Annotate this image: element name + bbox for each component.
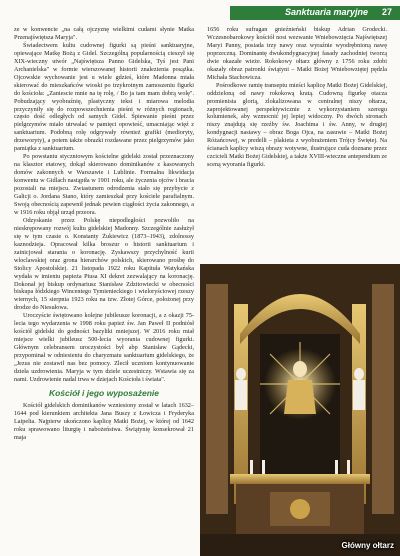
altar-photo <box>200 264 400 556</box>
section-heading: Kościół i jego wyposażenie <box>48 387 160 398</box>
photo-caption: Główny ołtarz <box>341 541 394 550</box>
paragraph: Po powstaniu styczniowym kościelne gidelski został przeznaczony na klasztor etatowy, dokąd skierowano dominikanów z kasowanych domów zakonnych w Warszawie i Lublinie. Formalna likwidacja konwentu w Gidlach nastąpiła w 1901 roku, ale życzenia ojców i bracia pozostali na miejscu. Zwiastunem odrodzenia stało się przybycie z Galicji o. Jordana Stano, który zamieszkał przy kościele parafialnym. Swoją obecnością zapewnił jednak pewien ciągłości życia zakonnego, a w 1916 roku objął urząd przeora. <box>14 153 194 216</box>
paragraph: ze w konwencie „na całą ojczyznę wielkimi cudami słynie Matka Przenajświętsza Maryja". <box>14 26 194 41</box>
paragraph: Uroczyście świętowano kolejne jubileusze koronacji, a z okazji 75-lecia tego wydarzenia w 1998 roku papież św. Jan Paweł II podniósł kościół gidelski do godności bazyliki mniejszej. W 2016 roku miał miejsce wielki jubileusz 500-lecia wyorania cudownej figurki. Głównym celebransem uroczystości był abp Stanisław Gądecki, przypominał w odniesieniu do charyzmatu sanktuarium gidelskiego, że „Jezus nie zostawił nas bez pomocy. Zlecił uczniom kontynuowanie dzieła uzdrowienia. Maryja w tym dziele uczestniczy. Wstawia się za nami. Uzdrowienie nadal trwa w dziejach Kościoła i świata". <box>14 312 194 383</box>
left-column <box>14 26 194 442</box>
right-column <box>207 26 387 169</box>
paragraph: Pośrodkowe ramię transeptu mieści kaplicę Matki Bożej Gidelskiej, oddzieloną od nawy rokokową kratą. Cudowną figurkę otacza promienista glorią, zlokalizowana w centralnej niszy ołtarza, zaprojektowanej perspektywicznie z wykorzystaniem szeregu kolumienek, aby wzmocnić jej lepiej widoczny. Po dwóch stronach niszy znajdują się rzeźby św. Joachima i św. Anny, w drugiej kondygnacji nastawy – obraz Boga Ojca, na zasuwie – Matki Bożej Różańcowej, w predelli – plakieta z wyobrażeniem Trójcy Świętej. Na ścianach kaplicy wiszą obrazy wotywne, ilustrujące cuda doznane przez czcicieli Matki Bożej Gidelskiej, a także XVIII-wieczne antependium ze sceną wyorania figurki. <box>207 81 387 169</box>
paragraph: 1656 roku sufragan gnieźnieński biskup Adrian Grodecki. Wczesnobarokowy kościół nosi wezwanie Wniebowzięcia Najświętszej Maryi Panny, posiada trzy nawy oraz wyraźnie wyodrębnioną nawę poprzeczną. Dominantę dwukondygnacyjnej fasady zachodniej tworzą dwie okazałe wieże. Rokokowy ołtarz główny z 1756 roku zdobi okazały obraz patronki świątyni – Matki Bożej Wniebowziętej pędzla Michała Stachowicza. <box>207 26 387 81</box>
section-title: Sanktuaria maryjne <box>284 7 368 17</box>
page-header <box>0 6 400 20</box>
paragraph: Kościół gidelskich dominikanów wzniesiony został w latach 1632–1644 pod kierunkiem architekta Jana Buszy z Łowicza i Fryderyka Laipelta. Najpierw ukończono kaplicę Matki Bożej, w której od 1642 roku sprawowano liturgię i nabożeństwa. Świątynię konsekrował 21 maja <box>14 401 194 441</box>
paragraph: Świadectwem kultu cudownej figurki są pieśni sanktuaryjne, opiewające Matkę Bożą z Gidel. Szczególną popularnością cieszył się XIX-wieczny utwór „Najświętsza Panno Gidelska, Tyś jest Pani Archanielska" w formie wierszowanej historii znalezienia posążka. Ojcowskie wychowanie jest u wiele gdzieś, które Madonna miała skierować do mieszkańców wioski po trzykrotnym zamoszeniu figurki do kościoła: „Zaniescie mnie na tę rolę, / Bo ja tam mam dobrą wolę". Pobudzający wyobraźnię, plastyczny tekst i miarowa melodia przyczyniły się do rozpowszechnienia pieśni w różnych regionach, często dość odległych od samych Gidel. Śpiewanie pieśni przez pielgrzymów miało utrwalać w pamięci opowieść, umacniając więź z sanktuarium. Podobną rolę odgrywały również grafiki (medioryty, drzeworyty), a potem także obrazki rozdawane przez pielgrzymów jako pamiątka z sanktuarium. <box>14 41 194 153</box>
altar-illustration <box>200 264 400 556</box>
page-number: 27 <box>381 7 392 17</box>
paragraph: Odzyskanie przez Polskę niepodległości pozwoliło na nieskrępowany rozwój kultu gidelskiej Madonny. Szczególnie zasłużył się w tym czasie o. Konstanty Żukiewicz (1873–1943), zdolnossy kaznodzieja. Opracował kilka broszur o historii sanktuarium i zainicjował starania o koronację. Zyskawszy przychylność kurii wloclawskiej oraz grona hierarchów polskich, skierowano prośbę do Stolicy Apostolskiej. 21 listopada 1922 roku Kapituła Watykańska wydała w imieniu papieża Piusa XI dekret zezwalający na koronację. Dokonał jej biskup ordynariusz Stanisław Zdzitowiecki w obecności biskupa łódzkiego Wincentego Tymienieckiego i wieloryściowej rzeszy wiernych, 15 sierpnia 1923 roku na tzw. Złotej Górce, położonej przy drodze do Niesułowa. <box>14 216 194 312</box>
